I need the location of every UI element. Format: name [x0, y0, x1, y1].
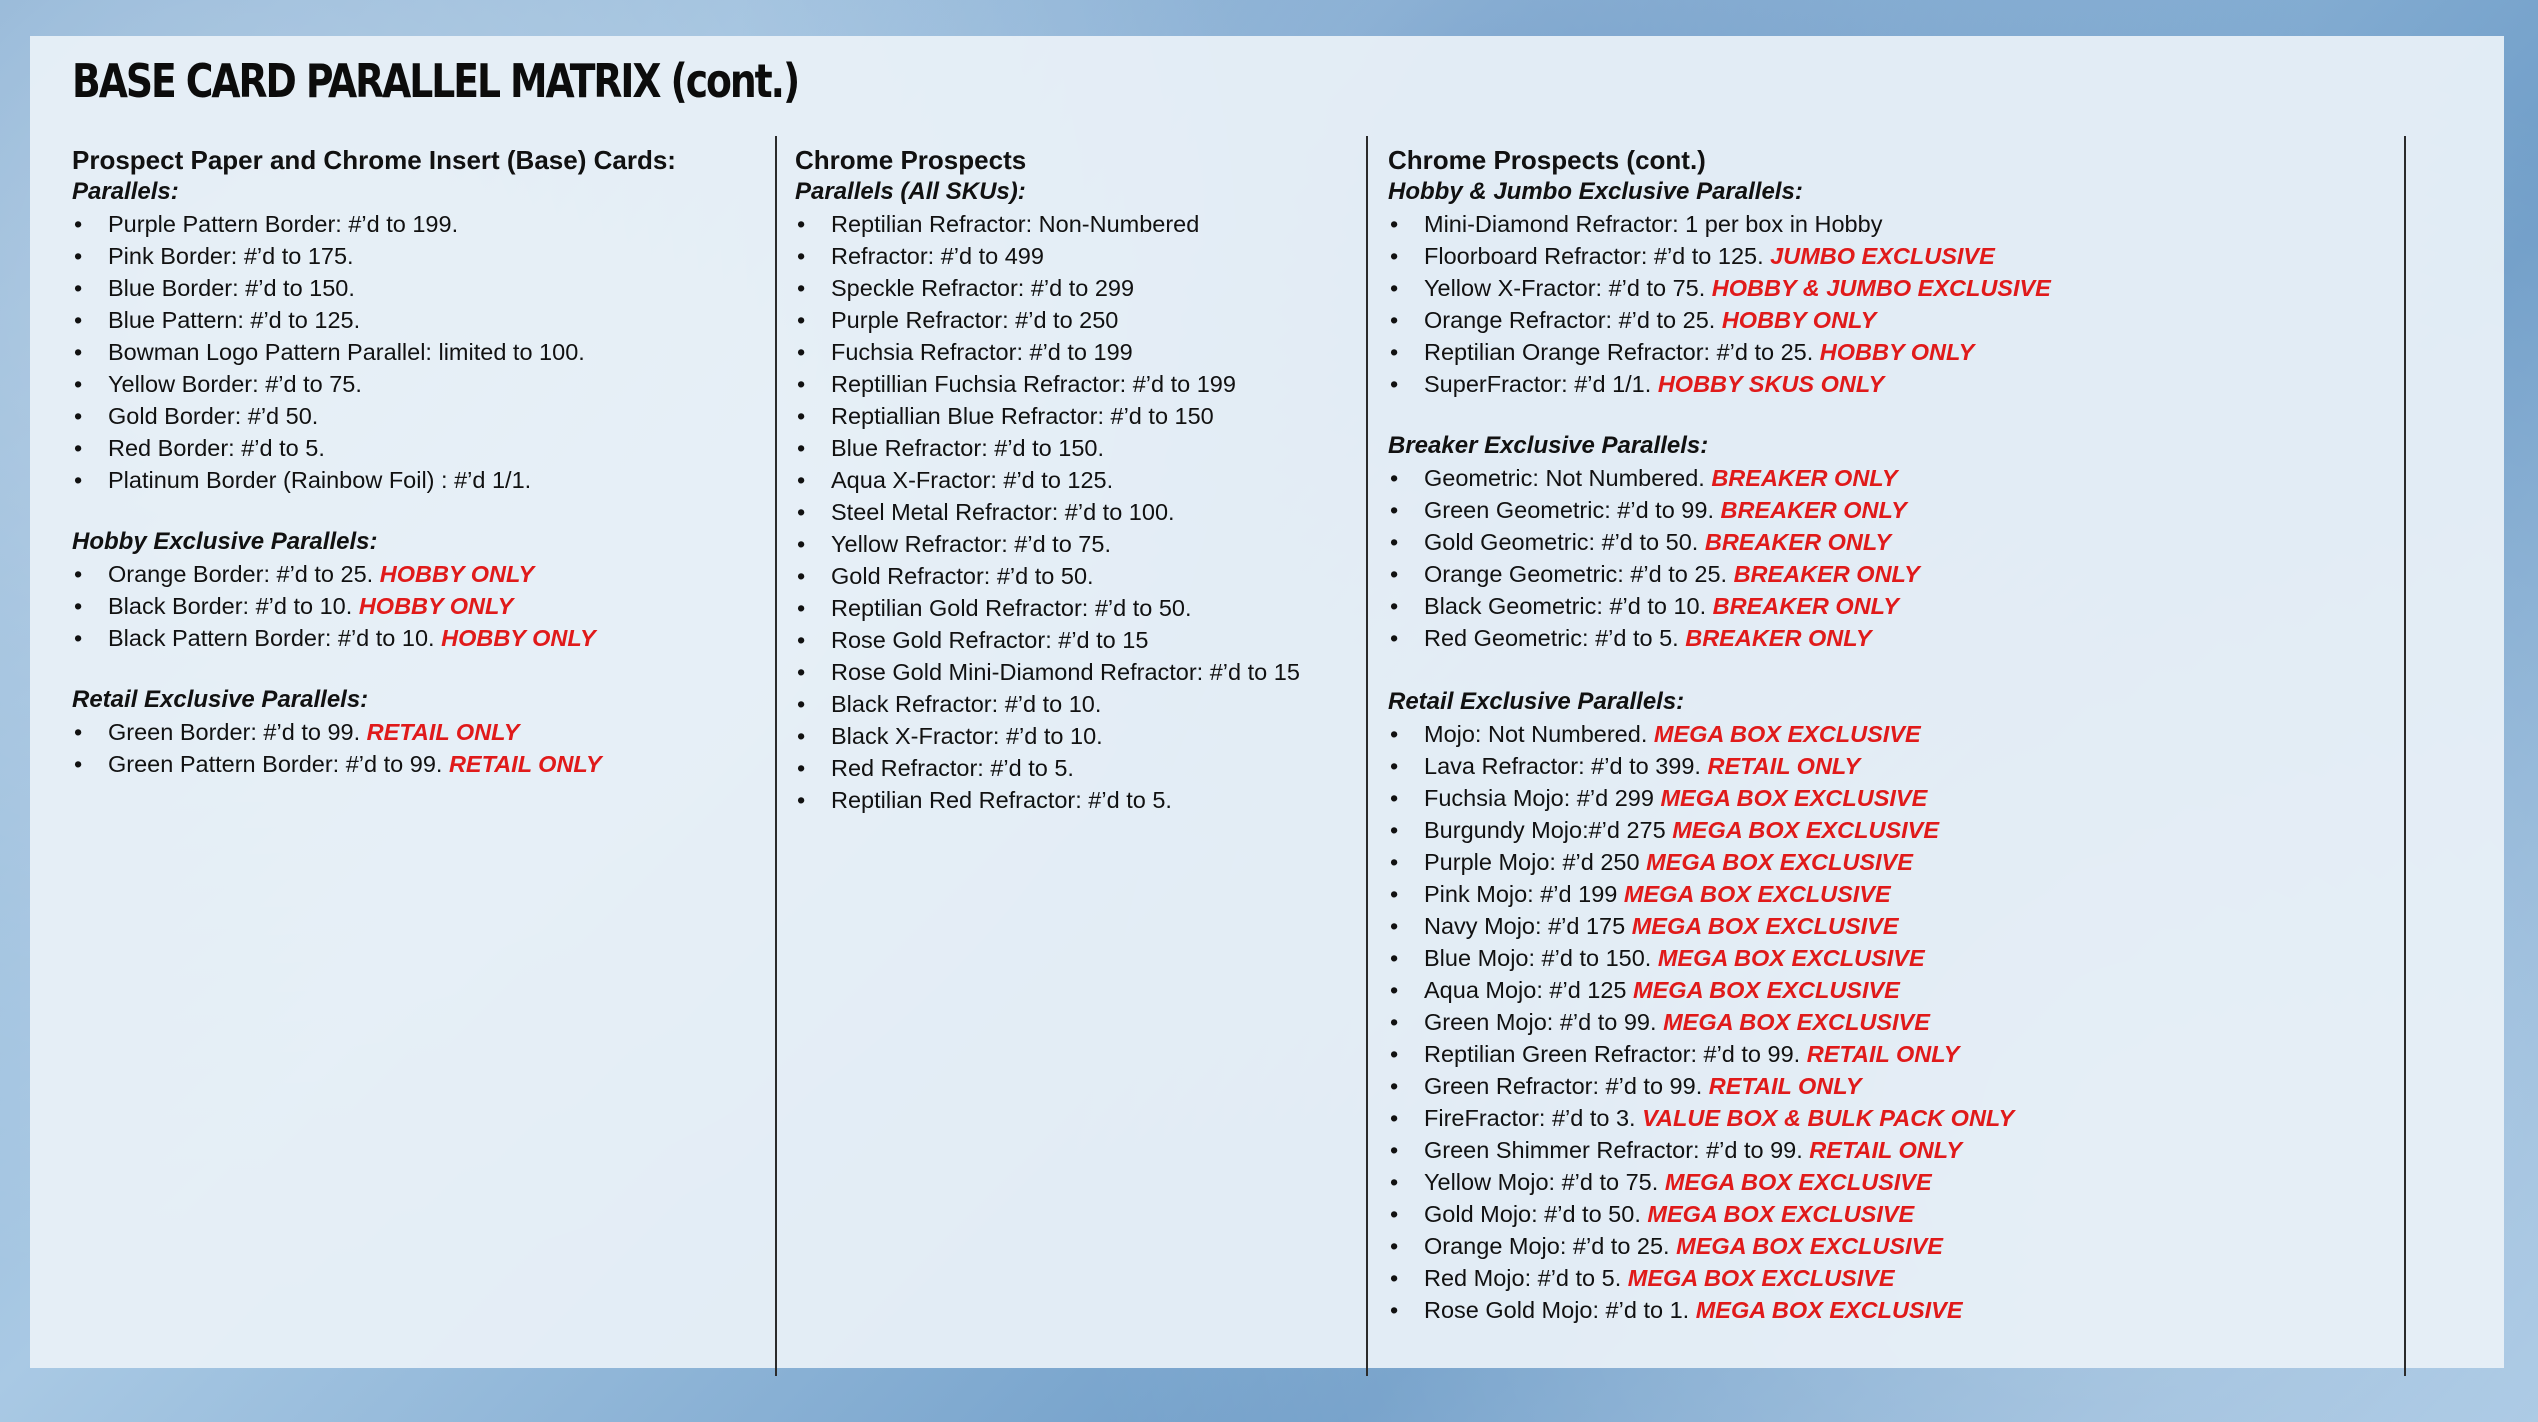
item-text: Green Shimmer Refractor: #’d to 99.: [1424, 1137, 1810, 1163]
bullet-icon: •: [1390, 307, 1399, 333]
list-item: [72, 464, 676, 496]
availability-tag: BREAKER ONLY: [1685, 625, 1872, 651]
availability-tag: BREAKER ONLY: [1720, 497, 1907, 523]
availability-tag: MEGA BOX EXCLUSIVE: [1653, 721, 1921, 747]
item-text: Mojo: Not Numbered.: [1424, 721, 1654, 747]
list-item: [1388, 910, 2051, 942]
availability-tag: BREAKER ONLY: [1712, 593, 1899, 619]
bullet-icon: •: [1390, 593, 1399, 619]
parallel-list: [1388, 462, 2051, 654]
item-text: Reptilian Green Refractor: #’d to 99.: [1424, 1041, 1807, 1067]
item-text: Platinum Border (Rainbow Foil) : #’d 1/1.: [108, 467, 532, 493]
list-item: [1388, 750, 2051, 782]
list-item: [1388, 304, 2051, 336]
bullet-icon: •: [797, 723, 806, 749]
list-item: [72, 558, 676, 590]
list-item: [795, 304, 1300, 336]
bullet-icon: •: [1390, 371, 1399, 397]
column-chrome-prospects-cont: [1388, 144, 2051, 1326]
bullet-icon: •: [797, 243, 806, 269]
list-item: [1388, 1230, 2051, 1262]
item-text: Black Pattern Border: #’d to 10.: [108, 625, 442, 651]
list-item: [1388, 718, 2051, 750]
list-item: [795, 208, 1300, 240]
bullet-icon: •: [1390, 625, 1399, 651]
list-item: [1388, 368, 2051, 400]
list-item: [1388, 814, 2051, 846]
bullet-icon: •: [1390, 721, 1399, 747]
bullet-icon: •: [1390, 1137, 1399, 1163]
column-divider-1: [775, 136, 777, 1376]
bullet-icon: •: [1390, 275, 1399, 301]
list-item: [795, 752, 1300, 784]
list-item: [795, 464, 1300, 496]
availability-tag: VALUE BOX & BULK PACK ONLY: [1642, 1105, 2015, 1131]
item-text: Yellow Border: #’d to 75.: [108, 371, 362, 397]
list-item: [72, 304, 676, 336]
item-text: Bowman Logo Pattern Parallel: limited to 100.: [108, 339, 585, 365]
column-divider-3: [2404, 136, 2406, 1376]
bullet-icon: •: [74, 593, 83, 619]
bullet-icon: •: [74, 435, 83, 461]
list-item: [1388, 1006, 2051, 1038]
page-title: BASE CARD PARALLEL MATRIX (cont.): [72, 54, 799, 108]
list-item: [72, 432, 676, 464]
bullet-icon: •: [797, 403, 806, 429]
bullet-icon: •: [1390, 211, 1399, 237]
list-item: [795, 432, 1300, 464]
bullet-icon: •: [1390, 913, 1399, 939]
item-text: Aqua X-Fractor: #’d to 125.: [831, 467, 1114, 493]
group-spacer: [1388, 654, 2051, 686]
parallel-list: [795, 208, 1300, 816]
item-text: Gold Mojo: #’d to 50.: [1424, 1201, 1648, 1227]
list-item: [1388, 462, 2051, 494]
list-item: [72, 748, 676, 780]
list-item: [72, 368, 676, 400]
item-text: Purple Mojo: #’d 250: [1424, 849, 1647, 875]
item-text: Red Mojo: #’d to 5.: [1424, 1265, 1628, 1291]
item-text: Lava Refractor: #’d to 399.: [1424, 753, 1708, 779]
bullet-icon: •: [797, 659, 806, 685]
parallel-list: [1388, 718, 2051, 1326]
bullet-icon: •: [797, 467, 806, 493]
bullet-icon: •: [797, 211, 806, 237]
bullet-icon: •: [1390, 1233, 1399, 1259]
availability-tag: MEGA BOX EXCLUSIVE: [1646, 849, 1913, 875]
bullet-icon: •: [1390, 497, 1399, 523]
item-text: Yellow X-Fractor: #’d to 75.: [1424, 275, 1712, 301]
availability-tag: MEGA BOX EXCLUSIVE: [1695, 1297, 1963, 1323]
item-text: Gold Geometric: #’d to 50.: [1424, 529, 1705, 555]
list-item: [795, 496, 1300, 528]
availability-tag: HOBBY ONLY: [1819, 339, 1975, 365]
item-text: Purple Refractor: #’d to 250: [831, 307, 1119, 333]
bullet-icon: •: [1390, 849, 1399, 875]
list-item: [72, 622, 676, 654]
list-item: [1388, 846, 2051, 878]
list-item: [1388, 1038, 2051, 1070]
bullet-icon: •: [797, 371, 806, 397]
item-text: Red Geometric: #’d to 5.: [1424, 625, 1686, 651]
list-item: [1388, 942, 2051, 974]
list-item: [72, 400, 676, 432]
bullet-icon: •: [1390, 1201, 1399, 1227]
bullet-icon: •: [1390, 785, 1399, 811]
bullet-icon: •: [74, 371, 83, 397]
bullet-icon: •: [797, 339, 806, 365]
bullet-icon: •: [797, 275, 806, 301]
item-text: Rose Gold Refractor: #’d to 15: [831, 627, 1149, 653]
list-item: [795, 624, 1300, 656]
item-text: Green Refractor: #’d to 99.: [1424, 1073, 1709, 1099]
availability-tag: MEGA BOX EXCLUSIVE: [1663, 1009, 1930, 1035]
item-text: SuperFractor: #’d 1/1.: [1424, 371, 1658, 397]
item-text: Geometric: Not Numbered.: [1424, 465, 1712, 491]
list-item: [795, 592, 1300, 624]
bullet-icon: •: [1390, 1169, 1399, 1195]
group-label: Parallels (All SKUs):: [795, 178, 1026, 205]
list-item: [1388, 336, 2051, 368]
list-item: [795, 560, 1300, 592]
list-item: [795, 400, 1300, 432]
list-item: [1388, 1166, 2051, 1198]
item-text: Rose Gold Mojo: #’d to 1.: [1424, 1297, 1696, 1323]
column-heading: Prospect Paper and Chrome Insert (Base) Cards:: [72, 145, 676, 175]
bullet-icon: •: [797, 595, 806, 621]
bullet-icon: •: [1390, 945, 1399, 971]
item-text: Orange Geometric: #’d to 25.: [1424, 561, 1734, 587]
item-text: Black Border: #’d to 10.: [108, 593, 359, 619]
bullet-icon: •: [1390, 529, 1399, 555]
availability-tag: RETAIL ONLY: [366, 719, 520, 745]
item-text: Navy Mojo: #’d 175: [1424, 913, 1632, 939]
bullet-icon: •: [1390, 561, 1399, 587]
availability-tag: MEGA BOX EXCLUSIVE: [1672, 817, 1940, 843]
bullet-icon: •: [797, 435, 806, 461]
item-text: Reptillian Fuchsia Refractor: #’d to 199: [831, 371, 1236, 397]
availability-tag: RETAIL ONLY: [1809, 1137, 1963, 1163]
item-text: Black Geometric: #’d to 10.: [1424, 593, 1713, 619]
bullet-icon: •: [74, 625, 83, 651]
bullet-icon: •: [74, 339, 83, 365]
bullet-icon: •: [797, 563, 806, 589]
availability-tag: BREAKER ONLY: [1733, 561, 1920, 587]
item-text: Orange Border: #’d to 25.: [108, 561, 380, 587]
item-text: Reptilian Gold Refractor: #’d to 50.: [831, 595, 1192, 621]
bullet-icon: •: [1390, 1297, 1399, 1323]
list-item: [1388, 1070, 2051, 1102]
item-text: Burgundy Mojo:#’d 275: [1424, 817, 1673, 843]
list-item: [1388, 240, 2051, 272]
availability-tag: HOBBY ONLY: [358, 593, 514, 619]
group-label: Retail Exclusive Parallels:: [72, 686, 369, 713]
list-item: [72, 272, 676, 304]
item-text: Fuchsia Refractor: #’d to 199: [831, 339, 1133, 365]
bullet-icon: •: [1390, 1009, 1399, 1035]
bullet-icon: •: [1390, 881, 1399, 907]
item-text: Steel Metal Refractor: #’d to 100.: [831, 499, 1175, 525]
availability-tag: RETAIL ONLY: [1806, 1041, 1960, 1067]
item-text: Black Refractor: #’d to 10.: [831, 691, 1102, 717]
item-text: Green Pattern Border: #’d to 99.: [108, 751, 449, 777]
item-text: Green Border: #’d to 99.: [108, 719, 367, 745]
group-container: [72, 176, 676, 780]
bullet-icon: •: [74, 751, 83, 777]
list-item: [1388, 526, 2051, 558]
list-item: [795, 784, 1300, 816]
bullet-icon: •: [797, 691, 806, 717]
column-divider-2: [1366, 136, 1368, 1376]
bullet-icon: •: [74, 211, 83, 237]
item-text: Blue Border: #’d to 150.: [108, 275, 355, 301]
list-item: [1388, 1134, 2051, 1166]
availability-tag: BREAKER ONLY: [1711, 465, 1898, 491]
column-chrome-prospects: [795, 144, 1300, 816]
list-item: [72, 336, 676, 368]
bullet-icon: •: [74, 243, 83, 269]
bullet-icon: •: [1390, 977, 1399, 1003]
item-text: Reptilian Red Refractor: #’d to 5.: [831, 787, 1172, 813]
item-text: Black X-Fractor: #’d to 10.: [831, 723, 1103, 749]
bullet-icon: •: [797, 531, 806, 557]
item-text: Yellow Refractor: #’d to 75.: [831, 531, 1111, 557]
item-text: Green Mojo: #’d to 99.: [1424, 1009, 1664, 1035]
list-item: [1388, 782, 2051, 814]
availability-tag: MEGA BOX EXCLUSIVE: [1676, 1233, 1943, 1259]
item-text: Orange Refractor: #’d to 25.: [1424, 307, 1722, 333]
group-spacer: [72, 496, 676, 526]
list-item: [795, 720, 1300, 752]
item-text: Rose Gold Mini-Diamond Refractor: #’d to 15: [831, 659, 1300, 685]
list-item: [1388, 1262, 2051, 1294]
group-label: Hobby Exclusive Parallels:: [72, 528, 378, 555]
availability-tag: MEGA BOX EXCLUSIVE: [1623, 881, 1891, 907]
item-text: Floorboard Refractor: #’d to 125.: [1424, 243, 1771, 269]
list-item: [1388, 208, 2051, 240]
item-text: Green Geometric: #’d to 99.: [1424, 497, 1721, 523]
availability-tag: MEGA BOX EXCLUSIVE: [1633, 977, 1900, 1003]
item-text: Yellow Mojo: #’d to 75.: [1424, 1169, 1665, 1195]
list-item: [1388, 272, 2051, 304]
availability-tag: MEGA BOX EXCLUSIVE: [1631, 913, 1899, 939]
item-text: Orange Mojo: #’d to 25.: [1424, 1233, 1677, 1259]
availability-tag: MEGA BOX EXCLUSIVE: [1657, 945, 1925, 971]
bullet-icon: •: [797, 755, 806, 781]
item-text: FireFractor: #’d to 3.: [1424, 1105, 1643, 1131]
list-item: [795, 528, 1300, 560]
item-text: Blue Refractor: #’d to 150.: [831, 435, 1105, 461]
list-item: [72, 716, 676, 748]
group-label: Parallels:: [72, 178, 179, 205]
item-text: Gold Refractor: #’d to 50.: [831, 563, 1094, 589]
list-item: [795, 368, 1300, 400]
item-text: Pink Mojo: #’d 199: [1424, 881, 1624, 907]
column-heading: Chrome Prospects (cont.): [1388, 145, 1706, 175]
bullet-icon: •: [1390, 1265, 1399, 1291]
bullet-icon: •: [74, 467, 83, 493]
group-label: Retail Exclusive Parallels:: [1388, 688, 1685, 715]
availability-tag: BREAKER ONLY: [1704, 529, 1892, 555]
availability-tag: MEGA BOX EXCLUSIVE: [1627, 1265, 1895, 1291]
parallel-list: [72, 208, 676, 496]
availability-tag: JUMBO EXCLUSIVE: [1770, 243, 1995, 269]
group-label: Hobby & Jumbo Exclusive Parallels:: [1388, 178, 1803, 205]
bullet-icon: •: [74, 719, 83, 745]
availability-tag: HOBBY & JUMBO EXCLUSIVE: [1711, 275, 2051, 301]
availability-tag: HOBBY ONLY: [441, 625, 596, 651]
item-text: Blue Pattern: #’d to 125.: [108, 307, 361, 333]
availability-tag: MEGA BOX EXCLUSIVE: [1647, 1201, 1915, 1227]
item-text: Pink Border: #’d to 175.: [108, 243, 354, 269]
item-text: Reptilian Refractor: Non-Numbered: [831, 211, 1200, 237]
group-spacer: [72, 654, 676, 684]
list-item: [1388, 1102, 2051, 1134]
list-item: [795, 656, 1300, 688]
availability-tag: RETAIL ONLY: [1707, 753, 1861, 779]
item-text: Aqua Mojo: #’d 125: [1424, 977, 1634, 1003]
group-spacer: [1388, 400, 2051, 430]
availability-tag: RETAIL ONLY: [448, 751, 602, 777]
group-label: Breaker Exclusive Parallels:: [1388, 432, 1709, 459]
list-item: [1388, 622, 2051, 654]
parallel-list: [72, 558, 676, 654]
list-item: [795, 336, 1300, 368]
content-panel: [30, 36, 2504, 1368]
list-item: [1388, 494, 2051, 526]
item-text: Red Border: #’d to 5.: [108, 435, 325, 461]
item-text: Speckle Refractor: #’d to 299: [831, 275, 1135, 301]
list-item: [1388, 1198, 2051, 1230]
availability-tag: RETAIL ONLY: [1708, 1073, 1862, 1099]
availability-tag: HOBBY ONLY: [1721, 307, 1877, 333]
availability-tag: MEGA BOX EXCLUSIVE: [1660, 785, 1928, 811]
bullet-icon: •: [74, 561, 83, 587]
item-text: Reptilian Orange Refractor: #’d to 25.: [1424, 339, 1820, 365]
bullet-icon: •: [797, 627, 806, 653]
bullet-icon: •: [797, 499, 806, 525]
bullet-icon: •: [797, 787, 806, 813]
bullet-icon: •: [1390, 465, 1399, 491]
item-text: Mini-Diamond Refractor: 1 per box in Hobby: [1424, 211, 1883, 237]
bullet-icon: •: [1390, 1073, 1399, 1099]
parallel-list: [72, 716, 676, 780]
item-text: Blue Mojo: #’d to 150.: [1424, 945, 1658, 971]
list-item: [1388, 974, 2051, 1006]
bullet-icon: •: [74, 307, 83, 333]
item-text: Refractor: #’d to 499: [831, 243, 1044, 269]
column-heading: Chrome Prospects: [795, 145, 1027, 175]
bullet-icon: •: [1390, 1105, 1399, 1131]
list-item: [72, 590, 676, 622]
bullet-icon: •: [1390, 243, 1399, 269]
bullet-icon: •: [74, 275, 83, 301]
group-container: [795, 176, 1300, 816]
column-prospect-paper: [72, 144, 676, 780]
list-item: [72, 240, 676, 272]
list-item: [1388, 558, 2051, 590]
item-text: Fuchsia Mojo: #’d 299: [1424, 785, 1661, 811]
bullet-icon: •: [1390, 1041, 1399, 1067]
availability-tag: HOBBY SKUS ONLY: [1657, 371, 1885, 397]
bullet-icon: •: [797, 307, 806, 333]
list-item: [795, 272, 1300, 304]
bullet-icon: •: [1390, 753, 1399, 779]
list-item: [795, 688, 1300, 720]
item-text: Red Refractor: #’d to 5.: [831, 755, 1074, 781]
availability-tag: HOBBY ONLY: [379, 561, 535, 587]
item-text: Reptiallian Blue Refractor: #’d to 150: [831, 403, 1214, 429]
item-text: Gold Border: #’d 50.: [108, 403, 319, 429]
availability-tag: MEGA BOX EXCLUSIVE: [1664, 1169, 1932, 1195]
list-item: [1388, 590, 2051, 622]
parallel-list: [1388, 208, 2051, 400]
item-text: Purple Pattern Border: #’d to 199.: [108, 211, 459, 237]
bullet-icon: •: [1390, 817, 1399, 843]
list-item: [72, 208, 676, 240]
bullet-icon: •: [1390, 339, 1399, 365]
group-container: [1388, 176, 2051, 1326]
bullet-icon: •: [74, 403, 83, 429]
list-item: [1388, 878, 2051, 910]
list-item: [1388, 1294, 2051, 1326]
list-item: [795, 240, 1300, 272]
